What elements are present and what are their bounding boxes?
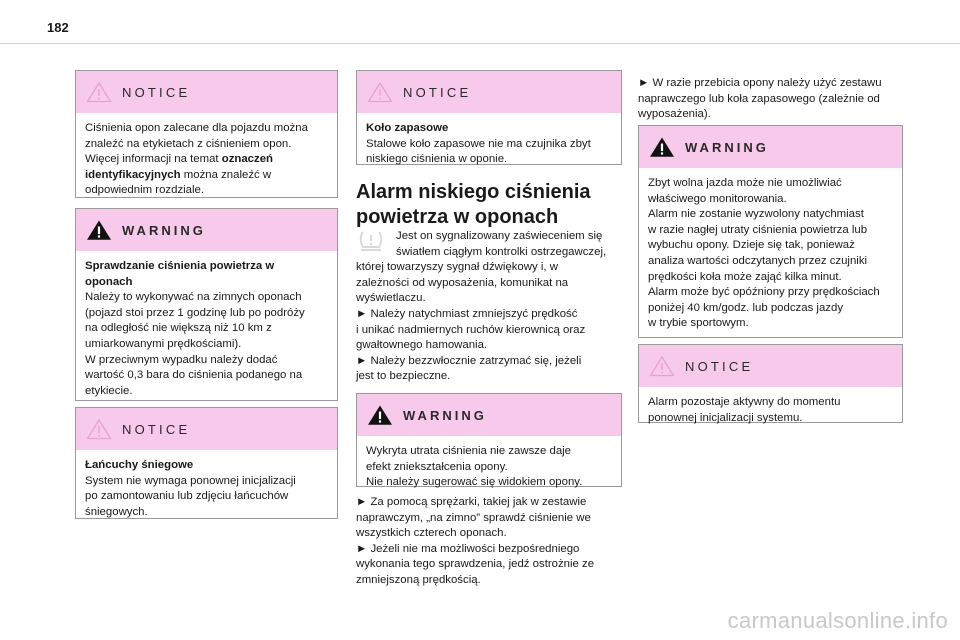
text-line: wybuchu opony. Dzieje się tak, ponieważ (648, 239, 855, 252)
text-line: wyposażenia). (638, 108, 711, 121)
section-title-line: Alarm niskiego ciśnienia (356, 181, 591, 203)
text-line: odpowiednim rozdziale. (85, 184, 205, 197)
text-line: Alarm nie zostanie wyzwolony natychmiast (648, 208, 864, 221)
section-title (356, 181, 626, 229)
text-line: poniżej 40 km/godz. lub podczas jazdy (648, 301, 844, 314)
text-line: której towarzyszy sygnał dźwiękowy i, w (356, 261, 558, 274)
notice-box-2 (75, 407, 338, 519)
notice-header (76, 408, 337, 450)
warning-title: WARNING (122, 222, 206, 238)
warning-box-3 (638, 125, 903, 338)
notice-title: NOTICE (403, 84, 472, 100)
text-line: w trybie sportowym. (648, 317, 749, 330)
notice-triangle-icon (86, 418, 116, 440)
text-line: prędkości koła może zająć kilka minut. (648, 270, 842, 283)
warning-heading: Sprawdzanie ciśnienia powietrza w (85, 260, 275, 272)
warning-box-2 (356, 393, 622, 487)
text-line: właściwego monitorowania. (648, 192, 787, 205)
text-line: ponownej inicjalizacji systemu. (648, 411, 803, 424)
text-line: zmniejszoną prędkością. (356, 573, 481, 586)
warning-title: WARNING (685, 139, 769, 155)
text-line: naprawczego lub koła zapasowego (zależnie od (638, 92, 880, 105)
text-span: można znaleźć w (180, 168, 272, 181)
text-line: Należy to wykonywać na zimnych oponach (85, 291, 302, 304)
text-line: Zbyt wolna jazda może nie umożliwiać (648, 177, 842, 189)
page-number: 182 (47, 20, 69, 35)
text-line: etykiecie. (85, 384, 133, 397)
text-line: ► Należy natychmiast zmniejszyć prędkość (356, 307, 578, 320)
text-line: w razie nagłej utraty ciśnienia powietrza lub (648, 223, 868, 236)
warning-body (76, 251, 337, 407)
warning-box-1 (75, 208, 338, 401)
notice-box-4 (638, 344, 903, 423)
text-line: gwałtownego hamowania. (356, 339, 488, 352)
warning-title: WARNING (403, 407, 487, 423)
text-line: Alarm pozostaje aktywny do momentu (648, 396, 841, 408)
text-line (85, 152, 329, 168)
text-line: ► W razie przebicia opony należy użyć zestawu (638, 77, 882, 89)
notice-box-3 (356, 70, 622, 165)
notice-triangle-icon (367, 81, 397, 103)
warning-body (639, 168, 902, 340)
section-title-line: powietrza w oponach (356, 206, 559, 228)
text-line: ► Należy bezzwłocznie zatrzymać się, jeżeli (356, 354, 582, 367)
text-line: zależności od wyposażenia, komunikat na (356, 276, 569, 289)
warning-header (357, 394, 621, 436)
header-rule (0, 43, 960, 44)
text-line: wykonania tego sprawdzenia, jedź ostrożnie ze (356, 558, 595, 571)
text-line: Jest on sygnalizowany zaświeceniem się (396, 230, 603, 242)
text-line: naprawczym, „na zimno” sprawdź ciśnienie we (356, 511, 591, 524)
notice-triangle-icon (86, 81, 116, 103)
text-line: Stalowe koło zapasowe nie ma czujnika zbyt (366, 137, 591, 150)
warning-triangle-icon (367, 404, 397, 426)
text-line: W przeciwnym wypadku należy dodać (85, 353, 278, 366)
warning-triangle-icon (86, 219, 116, 241)
text-span: Więcej informacji na temat (85, 153, 222, 166)
watermark: carmanualsonline.info (727, 608, 948, 633)
warning-header (76, 209, 337, 251)
col3-intro-text (638, 76, 908, 123)
text-line: i unikać nadmiernych ruchów kierownicą oraz (356, 323, 586, 336)
text-line: wyświetlaczu. (356, 292, 426, 305)
text-line: znaleźć na etykietach z ciśnieniem opon. (85, 137, 292, 150)
notice-heading: Łańcuchy śniegowe (85, 459, 194, 471)
text-line: umiarkowanymi prędkościami). (85, 337, 242, 350)
text-line: System nie wymaga ponownej inicjalizacji (85, 474, 296, 487)
text-line: ► Jeżeli nie ma możliwości bezpośredniego (356, 542, 580, 555)
notice-heading: Koło zapasowe (366, 122, 449, 134)
bold-term: identyfikacyjnych (85, 168, 181, 181)
text-line: Alarm może być opóźniony przy prędkościach (648, 286, 880, 299)
notice-body (76, 113, 337, 207)
notice-header (357, 71, 621, 113)
text-line: Ciśnienia opon zalecane dla pojazdu można (85, 122, 308, 134)
notice-body (76, 450, 337, 528)
notice-header (76, 71, 337, 113)
text-line: wartość 0,3 bara do ciśnienia podanego na (85, 369, 303, 382)
text-line: niskiego ciśnienia w oponie. (366, 153, 508, 166)
notice-body (639, 387, 902, 434)
text-line: po zamontowaniu lub zdjęciu łańcuchów (85, 490, 289, 503)
text-line: Nie należy sugerować się widokiem opony. (366, 476, 583, 489)
text-line (85, 168, 329, 184)
text-line: śniegowych. (85, 505, 148, 518)
text-line: wszystkich czterech oponach. (356, 527, 507, 540)
warning-header (639, 126, 902, 168)
warning-heading: oponach (85, 275, 133, 288)
notice-body (357, 113, 621, 176)
text-line: (pojazd stoi przez 1 godzinę lub po podróży (85, 306, 305, 319)
notice-header (639, 345, 902, 387)
text-line: światłem ciągłym kontrolki ostrzegawczej, (396, 245, 607, 258)
warning-body (357, 436, 621, 499)
bold-term: oznaczeń (221, 153, 274, 166)
text-line: Wykryta utrata ciśnienia nie zawsze daje (366, 445, 572, 457)
notice-title: NOTICE (122, 421, 191, 437)
notice-box-1 (75, 70, 338, 198)
text-line: ► Za pomocą sprężarki, takiej jak w zestawie (356, 496, 587, 508)
text-line: jest to bezpieczne. (356, 370, 451, 383)
notice-title: NOTICE (122, 84, 191, 100)
text-line: analiza wartości odczytanych przez czujniki (648, 254, 868, 267)
after-warning-text (356, 495, 626, 589)
notice-title: NOTICE (685, 358, 754, 374)
warning-triangle-icon (649, 136, 679, 158)
text-line: na odległość nie większą niż 10 km z (85, 322, 272, 335)
section-body (356, 229, 626, 385)
notice-triangle-icon (649, 355, 679, 377)
text-line: efekt zniekształcenia opony. (366, 460, 508, 473)
